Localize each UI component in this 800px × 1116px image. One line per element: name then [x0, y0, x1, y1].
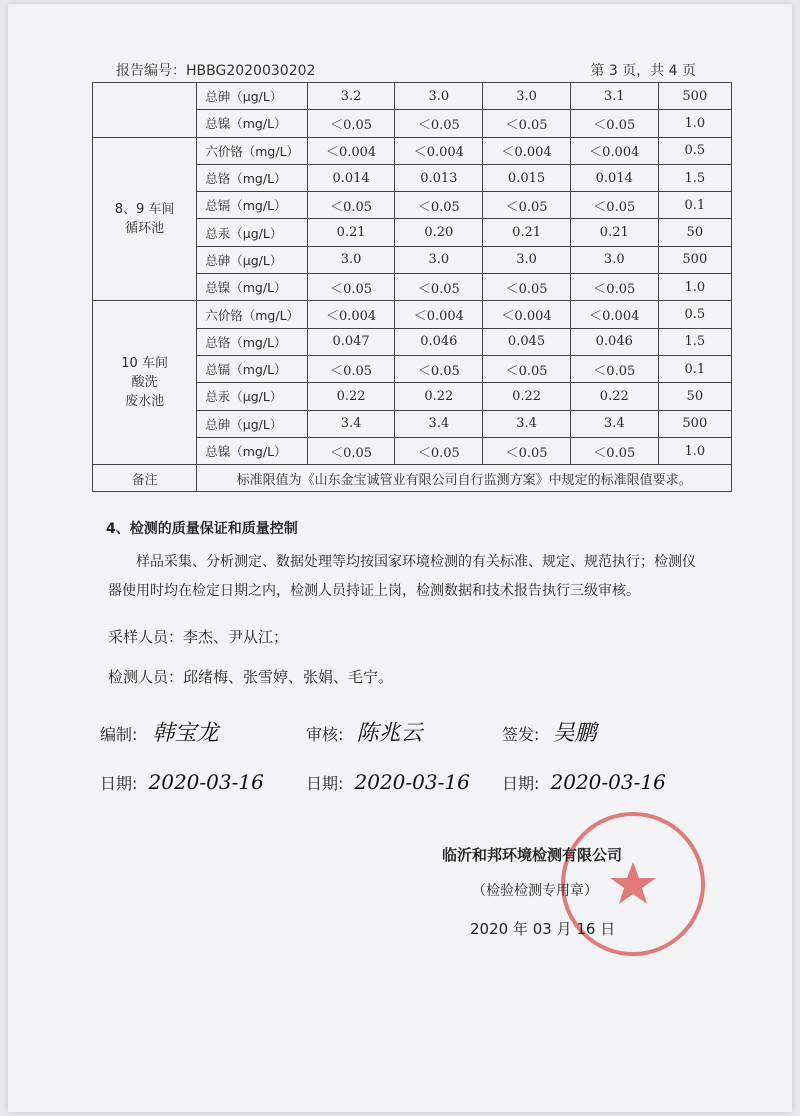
editor-date-value: 2020-03-16 — [148, 770, 264, 794]
value-cell: 0.045 — [483, 328, 571, 355]
reviewer-date-value: 2020-03-16 — [354, 770, 470, 794]
item-cell: 六价铬（mg/L） — [197, 301, 307, 328]
item-cell: 六价铬（mg/L） — [197, 137, 307, 164]
item-cell: 总铬（mg/L） — [197, 328, 307, 355]
value-cell: 3.0 — [307, 246, 395, 273]
value-cell: 3.0 — [570, 246, 658, 273]
item-cell: 总砷（μg/L） — [197, 83, 307, 110]
editor-name: 韩宝龙 — [152, 721, 219, 746]
value-cell: ＜0.05 — [483, 110, 571, 137]
editor-date — [100, 770, 264, 794]
value-cell: 3.0 — [483, 83, 571, 110]
value-cell: ＜0.05 — [483, 437, 571, 464]
value-cell: 3.4 — [307, 410, 395, 437]
value-cell: 3.0 — [395, 246, 483, 273]
value-cell: 0.047 — [307, 328, 395, 355]
value-cell: 3.4 — [483, 410, 571, 437]
table-row — [93, 301, 732, 328]
value-cell: ＜0.05 — [483, 274, 571, 301]
value-cell: ＜0.05 — [570, 355, 658, 382]
company-name: 临沂和邦环境检测有限公司 — [442, 846, 623, 864]
report-date: 2020 年 03 月 16 日 — [470, 920, 616, 938]
limit-cell: 0.1 — [658, 192, 731, 219]
limit-cell: 50 — [658, 383, 731, 410]
value-cell: 3.4 — [395, 410, 483, 437]
value-cell: ＜0.05 — [483, 192, 571, 219]
section-title: 4、检测的质量保证和质量控制 — [106, 521, 298, 537]
note-label: 备注 — [93, 465, 197, 492]
item-cell: 总汞（μg/L） — [197, 219, 307, 246]
value-cell: 3.0 — [483, 246, 571, 273]
value-cell: 3.2 — [307, 83, 395, 110]
site-cell: 8、9 车间 循环池 — [93, 137, 197, 301]
value-cell: 0.22 — [570, 383, 658, 410]
value-cell: ＜0.05 — [307, 274, 395, 301]
value-cell: ＜0.05 — [395, 110, 483, 137]
value-cell: ＜0.004 — [307, 137, 395, 164]
editor-signature — [100, 716, 219, 747]
value-cell: ＜0.004 — [395, 301, 483, 328]
value-cell: ＜0.05 — [570, 192, 658, 219]
value-cell: ＜0.004 — [483, 301, 571, 328]
item-cell: 总镍（mg/L） — [197, 274, 307, 301]
value-cell: ＜0.05 — [483, 355, 571, 382]
testers-line: 检测人员：邱绪梅、张雪婷、张娟、毛宁。 — [108, 668, 394, 686]
value-cell: ＜0.05 — [307, 192, 395, 219]
limit-cell: 50 — [658, 219, 731, 246]
report-number: 报告编号：HBBG2020030202 — [116, 63, 316, 79]
issuer-date-value: 2020-03-16 — [550, 770, 666, 794]
item-cell: 总镍（mg/L） — [197, 437, 307, 464]
item-cell: 总镉（mg/L） — [197, 355, 307, 382]
value-cell: 0.22 — [483, 383, 571, 410]
value-cell: ＜0.05 — [307, 110, 395, 137]
limit-cell: 500 — [658, 246, 731, 273]
site-cell — [93, 83, 197, 138]
item-cell: 总镍（mg/L） — [197, 110, 307, 137]
reviewer-label: 审核: — [306, 725, 344, 744]
table-row — [93, 83, 732, 110]
value-cell: ＜0.05 — [570, 110, 658, 137]
value-cell: 0.21 — [483, 219, 571, 246]
limit-cell: 1.0 — [658, 110, 731, 137]
seal-note: （检验检测专用章） — [472, 883, 598, 899]
report-page — [8, 4, 792, 1112]
limit-cell: 500 — [658, 410, 731, 437]
table-row — [93, 137, 732, 164]
value-cell: 0.21 — [307, 219, 395, 246]
limit-cell: 0.5 — [658, 301, 731, 328]
value-cell: ＜0.004 — [483, 137, 571, 164]
qa-paragraph: 样品采集、分析测定、数据处理等均按国家环境检测的有关标准、规定、规范执行；检测仪器使用时均在检定日期之内，检测人员持证上岗，检测数据和技术报告执行三级审核。 — [108, 554, 696, 599]
issuer-name: 吴鹏 — [552, 721, 597, 746]
site-cell: 10 车间 酸洗 废水池 — [93, 301, 197, 465]
results-table — [92, 82, 732, 492]
limit-cell: 1.0 — [658, 274, 731, 301]
limit-cell: 500 — [658, 83, 731, 110]
limit-cell: 1.5 — [658, 164, 731, 191]
value-cell: 0.046 — [570, 328, 658, 355]
value-cell: ＜0.05 — [570, 274, 658, 301]
reviewer-date — [306, 770, 470, 794]
value-cell: ＜0.05 — [307, 355, 395, 382]
value-cell: 0.22 — [307, 383, 395, 410]
issuer-date — [502, 770, 666, 794]
value-cell: ＜0.05 — [395, 274, 483, 301]
value-cell: 0.014 — [307, 164, 395, 191]
limit-cell: 1.5 — [658, 328, 731, 355]
value-cell: ＜0.004 — [570, 301, 658, 328]
value-cell: ＜0.004 — [395, 137, 483, 164]
limit-cell: 0.1 — [658, 355, 731, 382]
value-cell: ＜0.05 — [307, 437, 395, 464]
reviewer-signature — [306, 716, 423, 747]
value-cell: 0.22 — [395, 383, 483, 410]
item-cell: 总砷（μg/L） — [197, 246, 307, 273]
value-cell: 3.4 — [570, 410, 658, 437]
item-cell: 总镉（mg/L） — [197, 192, 307, 219]
value-cell: ＜0.05 — [395, 192, 483, 219]
editor-label: 编制: — [100, 725, 138, 744]
value-cell: 0.20 — [395, 219, 483, 246]
value-cell: ＜0.05 — [395, 355, 483, 382]
samplers-line: 采样人员：李杰、尹从江； — [108, 628, 289, 646]
issuer-label: 签发: — [502, 725, 540, 744]
item-cell: 总汞（μg/L） — [197, 383, 307, 410]
value-cell: ＜0.004 — [307, 301, 395, 328]
value-cell: 0.015 — [483, 164, 571, 191]
page-header — [116, 60, 696, 80]
value-cell: 3.0 — [395, 83, 483, 110]
date-label: 日期: — [502, 774, 540, 793]
value-cell: 0.046 — [395, 328, 483, 355]
date-label: 日期: — [100, 774, 138, 793]
item-cell: 总砷（μg/L） — [197, 410, 307, 437]
note-text: 标准限值为《山东金宝诚管业有限公司自行监测方案》中规定的标准限值要求。 — [197, 465, 732, 492]
limit-cell: 0.5 — [658, 137, 731, 164]
date-label: 日期: — [306, 774, 344, 793]
value-cell: 0.21 — [570, 219, 658, 246]
item-cell: 总铬（mg/L） — [197, 164, 307, 191]
limit-cell: 1.0 — [658, 437, 731, 464]
value-cell: ＜0.004 — [570, 137, 658, 164]
value-cell: 3.1 — [570, 83, 658, 110]
note-row — [93, 465, 732, 492]
value-cell: ＜0.05 — [395, 437, 483, 464]
issuer-signature — [502, 716, 597, 747]
reviewer-name: 陈兆云 — [356, 721, 423, 746]
value-cell: ＜0.05 — [570, 437, 658, 464]
value-cell: 0.014 — [570, 164, 658, 191]
page-info: 第 3 页，共 4 页 — [590, 63, 696, 79]
value-cell: 0.013 — [395, 164, 483, 191]
